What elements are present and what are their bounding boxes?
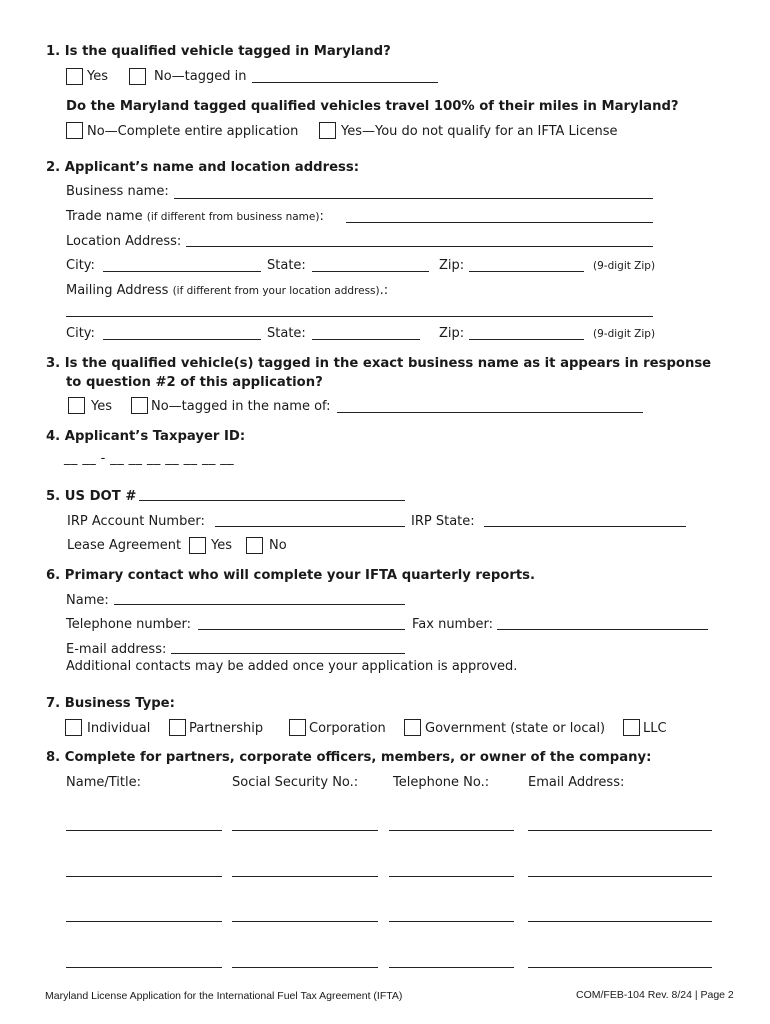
q1-yes-label: Yes [87,69,108,84]
q3-no-checkbox[interactable] [131,397,148,414]
mailing-city-field[interactable] [103,339,261,340]
q4-question: 4. Applicant’s Taxpayer ID: [46,429,246,444]
contact-name-label: Name: [66,593,109,608]
contact-name-field[interactable] [114,604,405,605]
q1-sub-question: Do the Maryland tagged qualified vehicles travel 100% of their miles in Maryland? [66,99,679,114]
q3-question-line2: to question #2 of this application? [66,375,323,390]
fax-field[interactable] [497,629,708,630]
owner-row-email-field[interactable] [528,830,712,831]
irp-state-label: IRP State: [411,514,475,529]
owner-row-ssn-field[interactable] [232,921,378,922]
lease-yes-checkbox[interactable] [189,537,206,554]
partnership-label: Partnership [189,721,264,736]
q1-question: 1. Is the qualified vehicle tagged in Maryland? [46,44,391,59]
owner-row-ssn-field[interactable] [232,830,378,831]
individual-checkbox[interactable] [65,719,82,736]
owner-row-ssn-field[interactable] [232,967,378,968]
email-field[interactable] [171,653,405,654]
q1-yes-checkbox[interactable] [66,68,83,85]
owner-row-telephone-field[interactable] [389,830,514,831]
mailing-zip-label: Zip: [439,326,465,341]
government-label: Government (state or local) [425,721,606,736]
q5-question: 5. US DOT # [46,489,137,504]
business-name-label: Business name: [66,184,169,199]
q2-question: 2. Applicant’s name and location address: [46,160,360,175]
email-label: E-mail address: [66,642,167,657]
telephone-field[interactable] [198,629,405,630]
location-address-field[interactable] [186,246,653,247]
q1-sub-no-checkbox[interactable] [66,122,83,139]
col-email: Email Address: [528,775,625,790]
irp-account-label: IRP Account Number: [67,514,205,529]
mailing-zip-field[interactable] [469,339,584,340]
owner-row-name-field[interactable] [66,967,222,968]
owner-row-name-field[interactable] [66,830,222,831]
owner-row-name-field[interactable] [66,921,222,922]
q1-no-checkbox[interactable] [129,68,146,85]
trade-name-field[interactable] [346,222,653,223]
partnership-checkbox[interactable] [169,719,186,736]
owner-row-name-field[interactable] [66,876,222,877]
footer-form-id: COM/FEB-104 Rev. 8/24 | Page 2 [576,989,734,1001]
government-checkbox[interactable] [404,719,421,736]
q3-no-label: No—tagged in the name of: [151,399,331,414]
owner-row-email-field[interactable] [528,876,712,877]
q6-question: 6. Primary contact who will complete your IFTA quarterly reports. [46,568,536,583]
q3-question-line1: 3. Is the qualified vehicle(s) tagged in the exact business name as it appears in response [46,356,712,371]
lease-agreement-label: Lease Agreement [67,538,182,553]
llc-checkbox[interactable] [623,719,640,736]
mailing-state-field[interactable] [312,339,420,340]
q1-sub-yes-checkbox[interactable] [319,122,336,139]
q1-sub-no-label: No—Complete entire application [87,124,299,139]
llc-label: LLC [643,721,667,736]
owner-row-telephone-field[interactable] [389,876,514,877]
q7-question: 7. Business Type: [46,696,175,711]
q3-yes-label: Yes [91,399,112,414]
mailing-city-label: City: [66,326,95,341]
city-field[interactable] [103,271,261,272]
location-address-label: Location Address: [66,234,182,249]
mailing-state-label: State: [267,326,306,341]
owner-row-ssn-field[interactable] [232,876,378,877]
owner-row-email-field[interactable] [528,921,712,922]
col-name-title: Name/Title: [66,775,141,790]
col-ssn: Social Security No.: [232,775,359,790]
mailing-address-field[interactable] [66,316,653,317]
q3-tagged-name-field[interactable] [337,412,643,413]
zip-note: (9-digit Zip) [593,260,656,272]
owner-row-telephone-field[interactable] [389,967,514,968]
mailing-address-label: Mailing Address (if different from your location address).: [66,283,389,298]
irp-account-field[interactable] [215,526,405,527]
business-name-field[interactable] [174,198,653,199]
us-dot-field[interactable] [139,500,405,501]
individual-label: Individual [87,721,151,736]
state-label: State: [267,258,306,273]
col-telephone: Telephone No.: [393,775,490,790]
zip-label: Zip: [439,258,465,273]
corporation-label: Corporation [309,721,386,736]
owner-row-telephone-field[interactable] [389,921,514,922]
taxpayer-id-field[interactable]: __ __ - __ __ __ __ __ __ __ [64,451,235,466]
owner-row-email-field[interactable] [528,967,712,968]
fax-label: Fax number: [412,617,493,632]
zip-field[interactable] [469,271,584,272]
footer-title: Maryland License Application for the International Fuel Tax Agreement (IFTA) [45,990,403,1002]
corporation-checkbox[interactable] [289,719,306,736]
telephone-label: Telephone number: [66,617,192,632]
q1-no-label: No—tagged in [154,69,247,84]
irp-state-field[interactable] [484,526,686,527]
q1-sub-yes-label: Yes—You do not qualify for an IFTA License [341,124,618,139]
additional-contacts-note: Additional contacts may be added once your application is approved. [66,659,518,674]
mailing-zip-note: (9-digit Zip) [593,328,656,340]
q8-question: 8. Complete for partners, corporate officers, members, or owner of the company: [46,750,652,765]
lease-no-checkbox[interactable] [246,537,263,554]
city-label: City: [66,258,95,273]
q1-tagged-in-field[interactable] [252,82,438,83]
q3-yes-checkbox[interactable] [68,397,85,414]
lease-yes-label: Yes [211,538,232,553]
state-field[interactable] [312,271,429,272]
trade-name-label: Trade name (if different from business name): [66,209,324,224]
lease-no-label: No [269,538,287,553]
